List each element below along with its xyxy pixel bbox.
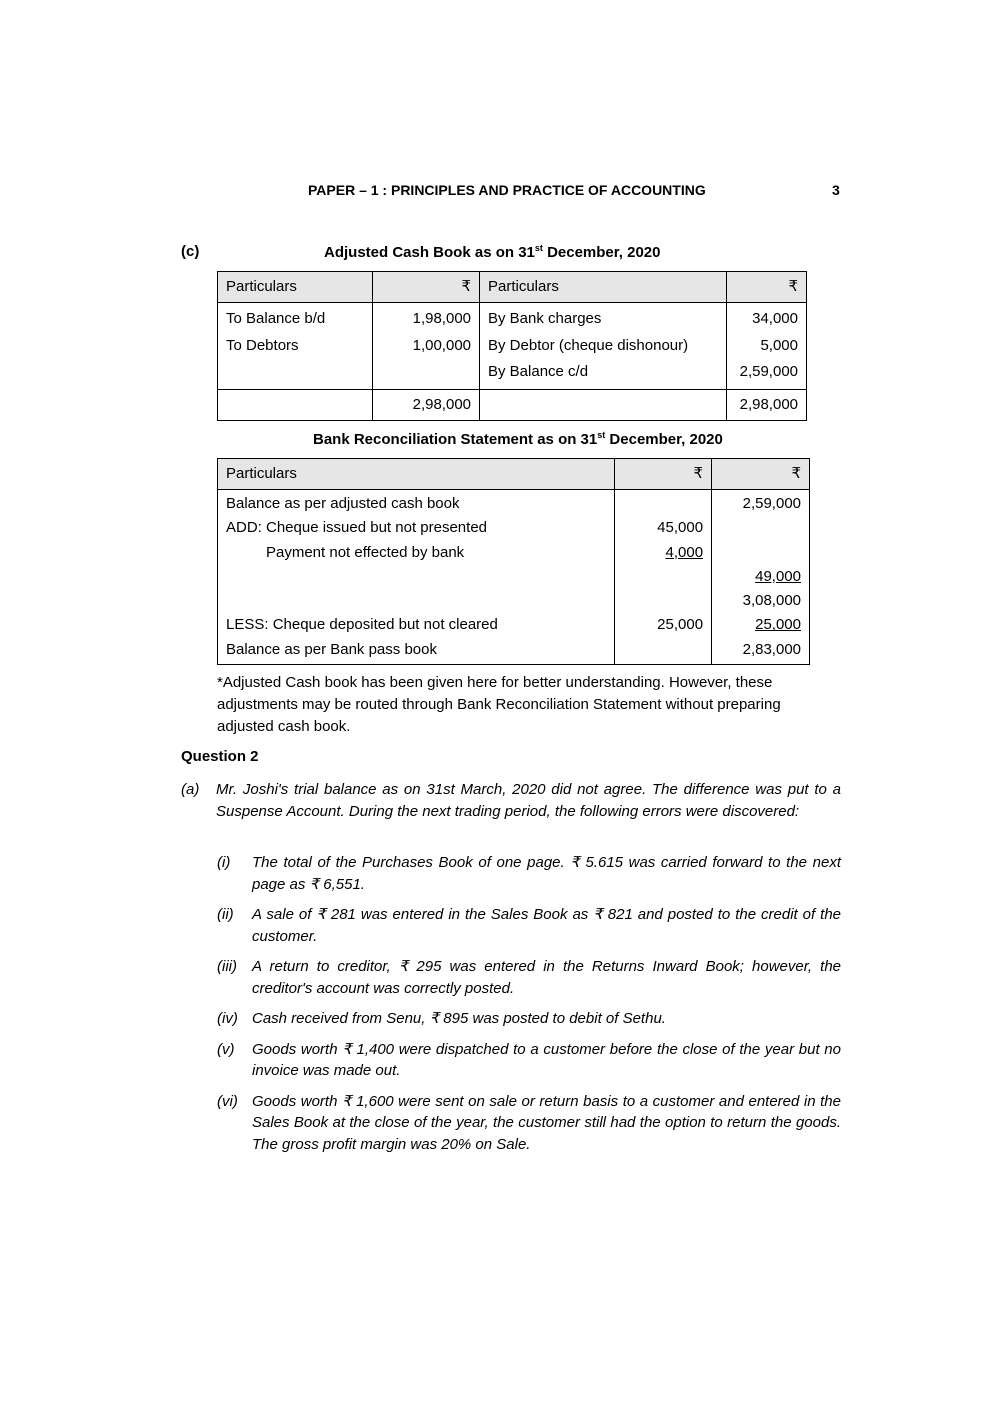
cell: 3,08,000 (712, 589, 810, 613)
cell: By Balance c/d (480, 359, 727, 389)
cell (615, 490, 712, 517)
page-number: 3 (832, 182, 840, 198)
table-row (218, 490, 810, 517)
table-row (218, 565, 810, 589)
column-header: Particulars (218, 459, 615, 490)
section-label: (c) (181, 243, 200, 260)
cell: 1,00,000 (373, 333, 480, 360)
cell (218, 589, 615, 613)
list-item: (v) Goods worth ₹ 1,400 were dispatched to a customer before the close of the year but no invoice was made out. (217, 1040, 841, 1079)
list-item: (iv) Cash received from Senu, ₹ 895 was posted to debit of Sethu. (217, 1010, 666, 1027)
error-list (217, 852, 841, 1164)
cell: 1,98,000 (373, 303, 480, 333)
cell: 2,98,000 (727, 389, 807, 420)
cell: 34,000 (727, 303, 807, 333)
cell: 49,000 (712, 565, 810, 589)
cell: ADD: Cheque issued but not presented (218, 516, 615, 540)
cell (712, 516, 810, 540)
cell: To Debtors (218, 333, 373, 360)
table-row (218, 333, 807, 360)
part-label: (a) (181, 781, 200, 798)
list-item: (iii) A return to creditor, ₹ 295 was entered in the Returns Inward Book; however, the creditor's account was correctly posted. (217, 958, 841, 997)
column-header: Particulars (480, 272, 727, 303)
cell: Balance as per Bank pass book (218, 638, 615, 665)
cell: 2,59,000 (727, 359, 807, 389)
table-row (218, 638, 810, 665)
cell: Balance as per adjusted cash book (218, 490, 615, 517)
cash-book-title: Adjusted Cash Book as on 31st December, 2020 (324, 243, 661, 261)
table-row (218, 613, 810, 637)
brs-table (217, 458, 810, 665)
cell: By Debtor (cheque dishonour) (480, 333, 727, 360)
cell: 5,000 (727, 333, 807, 360)
footnote: *Adjusted Cash book has been given here for better understanding. However, these adjustments may be routed through Bank Reconciliation Statement without preparing adjusted cash book. (217, 674, 781, 735)
table-row (218, 516, 810, 540)
list-item: (vi) Goods worth ₹ 1,600 were sent on sale or return basis to a customer and entered in the Sales Book at the close of the year, the customer still had the option to return the goods. The gross profit margin was 20% on Sale. (217, 1092, 841, 1153)
cell: LESS: Cheque deposited but not cleared (218, 613, 615, 637)
table-row (218, 303, 807, 333)
cell: 45,000 (615, 516, 712, 540)
column-header: ₹ (712, 459, 810, 490)
cell: To Balance b/d (218, 303, 373, 333)
column-header: Particulars (218, 272, 373, 303)
question-part-a (181, 779, 841, 822)
table-row (218, 541, 810, 565)
cell: 2,98,000 (373, 389, 480, 420)
column-header: ₹ (727, 272, 807, 303)
cell (373, 359, 480, 389)
brs-title: Bank Reconciliation Statement as on 31st December, 2020 (313, 430, 723, 448)
cell: 4,000 (615, 541, 712, 565)
list-item: (ii) A sale of ₹ 281 was entered in the Sales Book as ₹ 821 and posted to the credit of the customer. (217, 906, 841, 945)
column-header: ₹ (373, 272, 480, 303)
cell (218, 389, 373, 420)
totals-row (218, 389, 807, 420)
cell: 2,83,000 (712, 638, 810, 665)
cell (712, 541, 810, 565)
cell (480, 389, 727, 420)
table-header-row (218, 272, 807, 303)
running-title: PAPER – 1 : PRINCIPLES AND PRACTICE OF ACCOUNTING (308, 182, 706, 198)
cell: 2,59,000 (712, 490, 810, 517)
cell: By Bank charges (480, 303, 727, 333)
cell: Payment not effected by bank (218, 541, 615, 565)
cell (615, 565, 712, 589)
part-text: Mr. Joshi's trial balance as on 31st March, 2020 did not agree. The difference was put to a Suspense Account. During the next trading period, the following errors were discovered: (216, 781, 841, 820)
cell (615, 638, 712, 665)
table-row (218, 359, 807, 389)
cell (218, 359, 373, 389)
table-row (218, 589, 810, 613)
cell: 25,000 (712, 613, 810, 637)
cell (218, 565, 615, 589)
cell: 25,000 (615, 613, 712, 637)
column-header: ₹ (615, 459, 712, 490)
table-header-row (218, 459, 810, 490)
question-title: Question 2 (181, 748, 259, 765)
page-header (0, 182, 992, 202)
cash-book-table (217, 271, 807, 421)
cell (615, 589, 712, 613)
list-item: (i) The total of the Purchases Book of one page. ₹ 5.615 was carried forward to the next page as ₹ 6,551. (217, 854, 841, 893)
